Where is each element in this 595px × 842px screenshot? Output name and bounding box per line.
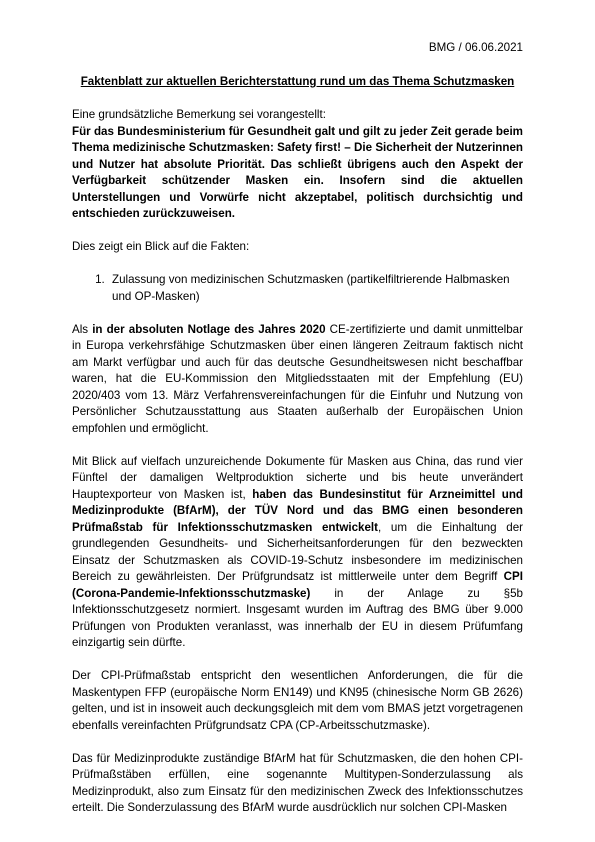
header-date: BMG / 06.06.2021 xyxy=(428,41,523,54)
intro-lead: Eine grundsätzliche Bemerkung sei vorangestellt: xyxy=(72,108,326,121)
text-run: Mit Blick auf vielfach unzureichende Dokumente für Masken aus China, das rund vier Fünftel der damaligen Weltproduktion sicherte und bis heute unverändert Hauptexporteur von Masken ist, xyxy=(72,454,523,501)
list-item: 1. Zulassung von medizinischen Schutzmasken (partikelfiltrierende Halbmasken und OP-Masken) xyxy=(108,272,523,305)
bold-run: in der absoluten Notlage des Jahres 2020 xyxy=(92,322,326,336)
text-run: in der Anlage zu §5b Infektionsschutzgesetz normiert. Insgesamt wurden im Auftrag des BMG über 9.000 Prüfungen von Produkten veranlasst, was innerhalb der EU in diesem Prüfumfang einzigartig sein dürfte. xyxy=(72,586,523,649)
document-title: Faktenblatt zur aktuellen Berichterstattung rund um das Thema Schutzmasken xyxy=(80,75,515,88)
paragraph-cpi-standard: Der CPI-Prüfmaßstab entspricht den wesentlichen Anforderungen, die für die Maskentypen FFP (europäische Norm EN149) und KN95 (chinesische Norm GB 2626) gelten, und ist in insoweit auch deckungsgleich mit dem vom BMAS jetzt vorgetragenen ebenfalls vereinfachten Prüfgrundsatz CPA (CP-Arbeitsschutzmaske). xyxy=(72,669,523,732)
intro-paragraph xyxy=(72,107,523,223)
intro-statement: Für das Bundesministerium für Gesundheit galt und gilt zu jeder Zeit gerade beim Thema medizinische Schutzmasken: Safety first! – Die Sicherheit der Nutzerinnen und Nutzer hat absolute Priorität. Das schließt übrigens auch den Aspekt der Verfügbarkeit schützender Masken ein. Insofern sind die aktuellen Unterstellungen und Vorwürfe nicht akzeptabel, politisch durchsichtig und entschieden zurückzuweisen. xyxy=(72,124,523,220)
bold-run: haben das Bundesinstitut für Arzneimittel und Medizinprodukte (BfArM), der TÜV Nord und das BMG einen besonderen Prüfmaßstab für Infektionsschutzmasken entwickelt xyxy=(72,487,523,534)
paragraph-bfarm-approval: Das für Medizinprodukte zuständige BfArM hat für Schutzmasken, die den hohen CPI-Prüfmaßstäben erfüllen, eine sogenannte Multitypen-Sonderzulassung als Medizinprodukt, also zum Einsatz für den medizinischen Zweck des Infektionsschutzes erteilt. Die Sonderzulassung des BfArM wurde ausdrücklich nur solchen CPI-Masken xyxy=(72,751,523,814)
paragraph-test-standard xyxy=(72,454,523,652)
text-run: , um die Einhaltung der grundlegenden Gesundheits- und Sicherheitsanforderungen für den bezweckten Einsatz der Schutzmasken als COVID-19-Schutz insbesondere im medizinischen Bereich zu gewährleisten. Der Prüfgrundsatz ist mittlerweile unter dem Begriff xyxy=(72,520,523,583)
facts-intro: Dies zeigt ein Blick auf die Fakten: xyxy=(72,240,250,253)
document-body xyxy=(72,107,523,833)
text-run: CE-zertifizierte und damit unmittelbar in Europa verkehrsfähige Schutzmasken über einen längeren Zeitraum faktisch nicht am Markt verfügbar und auch für das deutsche Gesundheitswesen nicht beschaffbar waren, hat die EU-Kommission den Mitgliedsstaaten mit der Empfehlung (EU) 2020/403 vom 13. März Verfahrensvereinfachungen für die Einfuhr und Nutzung von Persönlicher Schutzausstattung aus Staaten außerhalb der Europäischen Union empfohlen und ermöglicht. xyxy=(72,322,523,435)
facts-list xyxy=(72,272,523,305)
text-run: Als xyxy=(72,322,93,336)
bold-run: CPI (Corona-Pandemie-Infektionsschutzmaske) xyxy=(72,570,523,600)
paragraph-emergency xyxy=(72,322,523,438)
